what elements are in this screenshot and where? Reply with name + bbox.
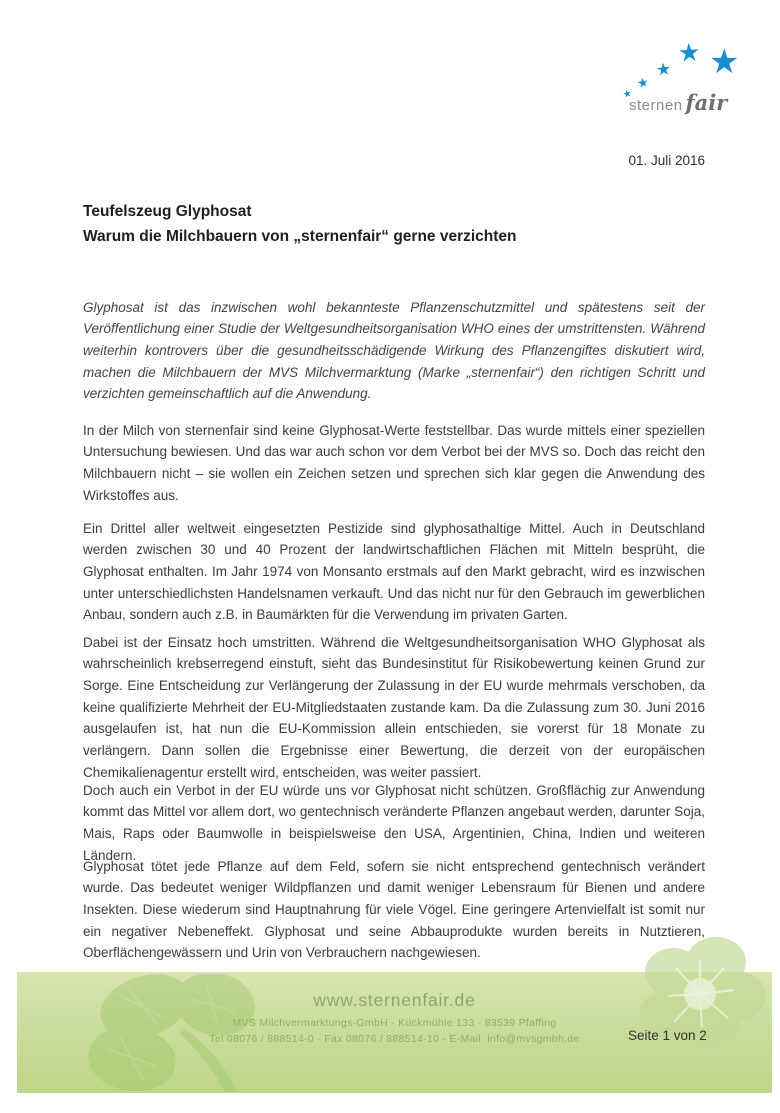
logo-text-fair: fair	[685, 90, 728, 115]
page-number: Seite 1 von 2	[628, 1028, 707, 1043]
letter-date: 01. Juli 2016	[628, 153, 705, 168]
title-line-1: Teufelszeug Glyphosat	[83, 203, 252, 220]
document-title	[83, 199, 705, 249]
logo-wordmark	[629, 90, 727, 115]
body-paragraph-5: Glyphosat tötet jede Pflanze auf dem Feld, sofern sie nicht entsprechend gentechnisch verändert wurde. Das bedeutet weniger Wildpflanzen und damit weniger Lebensraum für Bienen und andere Insekten. Diese wiederum sind Hauptnahrung für viele Vögel. Eine geringere Artenvielfalt ist somit nur ein negativer Nebeneffekt. Glyphosat und seine Abbauprodukte wurden bereits in Nutztieren, Oberflächengewässern und Urin von Verbrauchern nachgewiesen.	[83, 858, 705, 961]
star-icon: ★	[635, 74, 650, 91]
body-paragraph-1: In der Milch von sternenfair sind keine Glyphosat-Werte feststellbar. Das wurde mittels einer speziellen Untersuchung bewiesen. Und das war auch schon vor dem Verbot bei der MVS so. Doch das reicht den Milchbauern nicht – sie wollen ein Zeichen setzen und sprechen sich klar gegen die Anwendung des Wirkstoffes aus.	[83, 422, 705, 503]
title-line-2: Warum die Milchbauern von „sternenfair“ gerne verzichten	[83, 228, 517, 245]
intro-paragraph: Glyphosat ist das inzwischen wohl bekannteste Pflanzenschutzmittel und spätestens seit der Veröffentlichung einer Studie der Weltgesundheitsorganisation WHO eines der umstrittensten. Während weiterhin kontrovers über die gesundheitsschädigende Wirkung des Pflanzengiftes diskutiert wird, machen die Milchbauern der MVS Milchvermarktung (Marke „sternenfair“) den richtigen Schritt und verzichten gemeinschaftlich auf die Anwendung.	[83, 299, 705, 402]
logo-text-sternen: sternen	[629, 97, 683, 114]
body-paragraph-3: Dabei ist der Einsatz hoch umstritten. Während die Weltgesundheitsorganisation WHO Glyphosat als wahrscheinlich krebserregend einstuft, sieht das Bundesinstitut für Risikobewertung keinen Grund zur Sorge. Eine Entscheidung zur Verlängerung der Zulassung in der EU wurde mehrmals verschoben, da keine qualifizierte Mehrheit der EU-Mitgliedstaaten zustande kam. Da die Zulassung zum 30. Juni 2016 ausgelaufen ist, hat nun die EU-Kommission allein entschieden, sie vorerst für 18 Monate zu verlängern. Dann sollen die Ergebnisse einer Bewertung, die derzeit von der europäischen Chemikalienagentur erstellt wird, entscheiden, was weiter passiert.	[83, 634, 705, 780]
sternenfair-logo	[615, 30, 750, 115]
footer-address-line-1: MVS Milchvermarktungs-GmbH - Kückmühle 133 - 83539 Pfaffing	[232, 1017, 557, 1029]
body-paragraph-4: Doch auch ein Verbot in der EU würde uns vor Glyphosat nicht schützen. Großflächig zur Anwendung kommt das Mittel vor allem dort, wo gentechnisch veränderte Pflanzen angebaut werden, darunter Soja, Mais, Raps oder Baumwolle in beispielsweise den USA, Argentinien, China, Indien und weiteren Ländern.	[83, 782, 705, 863]
star-icon: ★	[709, 43, 740, 81]
footer-address-line-2: Tel 08076 / 888514-0 - Fax 08076 / 888514-10 - E-Mail: info@mvsgmbh.de	[209, 1033, 580, 1045]
footer-website: www.sternenfair.de	[313, 990, 476, 1010]
star-icon: ★	[677, 38, 702, 68]
body-paragraph-2: Ein Drittel aller weltweit eingesetzten Pestizide sind glyphosathaltige Mittel. Auch in Deutschland werden zwischen 30 und 40 Prozent der landwirtschaftlichen Flächen mit Mitteln besprüht, die Glyphosat enthalten. Im Jahr 1974 von Monsanto erstmals auf den Markt gebracht, wird es inzwischen unter unterschiedlichsten Handelsnamen verkauft. Und das nicht nur für den Gebrauch im gewerblichen Anbau, sondern auch z.B. in Baumärkten für die Verwendung im privaten Garten.	[83, 520, 705, 623]
star-icon: ★	[621, 88, 634, 101]
star-icon: ★	[655, 59, 673, 80]
